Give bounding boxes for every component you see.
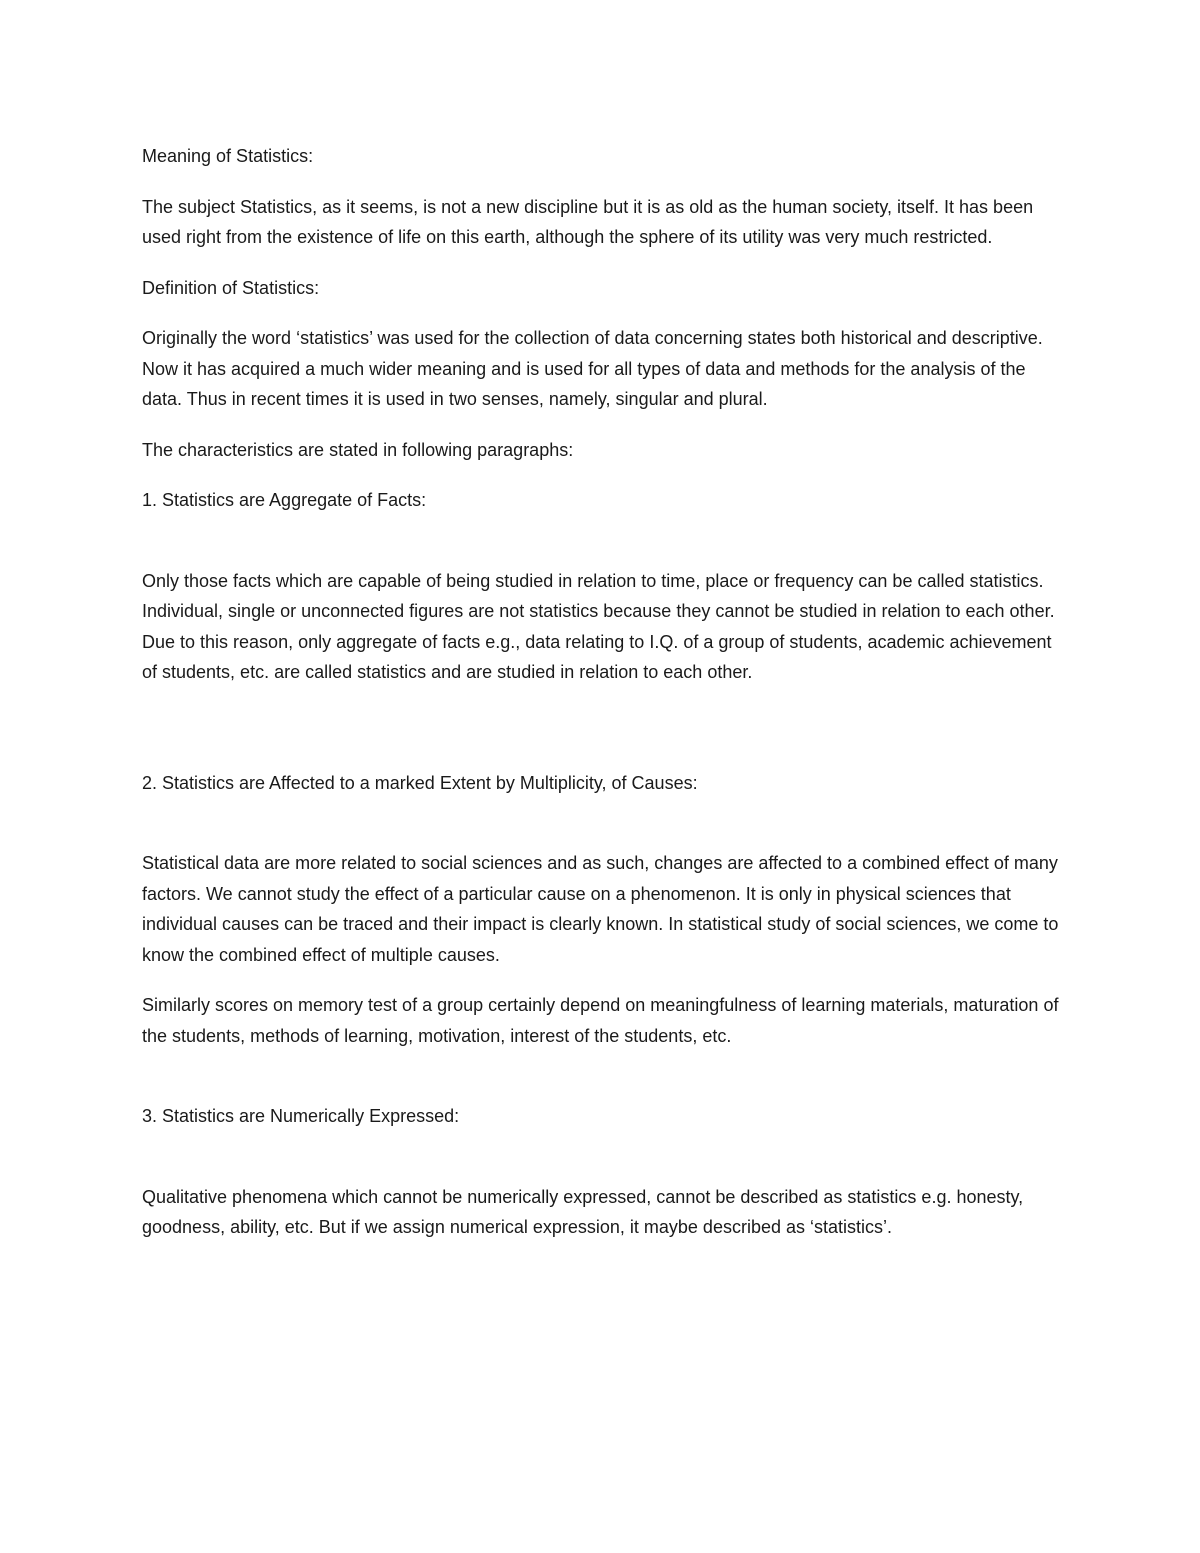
paragraph-characteristic-3: Qualitative phenomena which cannot be numerically expressed, cannot be described as statistics e.g. honesty, goodness, ability, etc. But if we assign numerical expression, it maybe described as ‘statistics’. <box>142 1186 1024 1237</box>
characteristics-intro: The characteristics are stated in following paragraphs: <box>142 439 574 460</box>
paragraph-characteristic-1: Only those facts which are capable of being studied in relation to time, place or frequency can be called statistics. Individual, single or unconnected figures are not statistics because they cannot be studied in relation to each other. Due to this reason, only aggregate of facts e.g., data relating to I.Q. of a group of students, academic achievement of students, etc. are called statistics and are studied in relation to each other. <box>142 570 1055 682</box>
heading-characteristic-2: 2. Statistics are Affected to a marked Extent by Multiplicity, of Causes: <box>142 772 698 793</box>
paragraph-meaning: The subject Statistics, as it seems, is not a new discipline but it is as old as the human society, itself. It has been used right from the existence of life on this earth, although the sphere of its utility was very much restricted. <box>142 196 1034 247</box>
document-body <box>142 141 1062 1243</box>
heading-meaning-of-statistics: Meaning of Statistics: <box>142 146 314 166</box>
heading-characteristic-1: 1. Statistics are Aggregate of Facts: <box>142 490 427 510</box>
paragraph-definition: Originally the word ‘statistics’ was used for the collection of data concerning states both historical and descriptive. Now it has acquired a much wider meaning and is used for all types of data and methods for the analysis of the data. Thus in recent times it is used in two senses, namely, singular and plural. <box>142 328 1043 409</box>
heading-definition-of-statistics: Definition of Statistics: <box>142 277 320 298</box>
paragraph-characteristic-2b: Similarly scores on memory test of a group certainly depend on meaningfulness of learning materials, maturation of the students, methods of learning, motivation, interest of the students, etc. <box>142 995 1059 1046</box>
paragraph-characteristic-2a: Statistical data are more related to social sciences and as such, changes are affected to a combined effect of many factors. We cannot study the effect of a particular cause on a phenomenon. It is only in physical sciences that individual causes can be traced and their impact is clearly known. In statistical study of social sciences, we come to know the combined effect of multiple causes. <box>142 853 1059 965</box>
heading-characteristic-3: 3. Statistics are Numerically Expressed: <box>142 1106 460 1126</box>
